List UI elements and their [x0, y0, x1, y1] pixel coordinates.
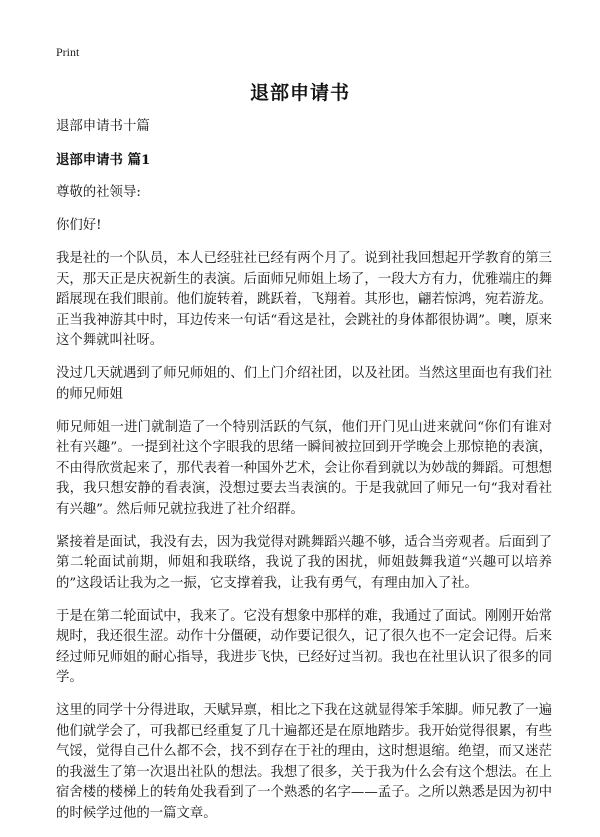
section-heading: 退部申请书 篇1	[56, 152, 151, 168]
page-title: 退部申请书	[249, 82, 350, 104]
paragraph-6: 这里的同学十分得进取，天赋异禀，相比之下我在这就显得笨手笨脚。师兄教了一遍他们就学会了，可我都已经重复了几十遍都还是在原地踏步。我开始觉得很累，有些气馁，觉得自己什么都不会，找不到存在于社的理由，这时想退缩。绝望，而又迷茫的我滋生了第一次退出社队的想法。我想了很多，关于我为什么会有这个想法。在上宿舍楼的楼梯上的转角处我看到了一个熟悉的名字——孟子。之所以熟悉是因为初中的时候学过他的一篇文章。	[56, 703, 552, 821]
salutation: 尊敬的社领导:	[56, 185, 141, 200]
print-link[interactable]: Print	[56, 45, 80, 59]
paragraph-1: 我是社的一个队员，本人已经驻社已经有两个月了。说到社我回想起开学教育的第三天，那天正是庆祝新生的表演。后面师兄师姐上场了，一段大方有力，优雅端庄的舞蹈展现在我们眼前。他们旋转着，跳跃着，飞翔着。其形也，翩若惊鸿，宛若游龙。正当我神游其中时，耳边传来一句话“看这是社，会跳社的身体都很协调”。噢，原来这个舞就叫社呀。	[56, 251, 552, 348]
paragraph-4: 紧接着是面试，我没有去，因为我觉得对跳舞蹈兴趣不够，适合当旁观者。后面到了第二轮面试前期，师姐和我联络，我说了我的困扰，师姐鼓舞我道“兴趣可以培养的”这段话让我为之一振，它支撑着我，让我有勇气，有理由加入了社。	[56, 534, 552, 591]
greeting: 你们好!	[56, 218, 102, 233]
paragraph-3: 师兄师姐一进门就制造了一个特别活跃的气氛，他们开门见山进来就问“你们有谁对社有兴趣”。一提到社这个字眼我的思绪一瞬间被拉回到开学晚会上那惊艳的表演，不由得欣赏起来了，那代表着一种国外艺术，会让你看到就以为妙哉的舞蹈。可想想我，我只想安静的看表演，没想过要去当表演的。于是我就回了师兄一句“我对看社有兴趣”。然后师兄就拉我进了社介绍群。	[56, 419, 552, 517]
paragraph-2: 没过几天就遇到了师兄师姐的、们上门介绍社团，以及社团。当然这里面也有我们社的师兄师姐	[56, 366, 552, 402]
document-subtitle: 退部申请书十篇	[56, 119, 150, 134]
document-body	[56, 117, 552, 837]
paragraph-5: 于是在第二轮面试中，我来了。它没有想象中那样的难，我通过了面试。刚刚开始常规时，我还很生涩。动作十分僵硬，动作要记很久，记了很久也不一定会记得。后来经过师兄师姐的耐心指导，我进步飞快，已经好过当初。我也在社里认识了很多的同学。	[56, 608, 552, 685]
